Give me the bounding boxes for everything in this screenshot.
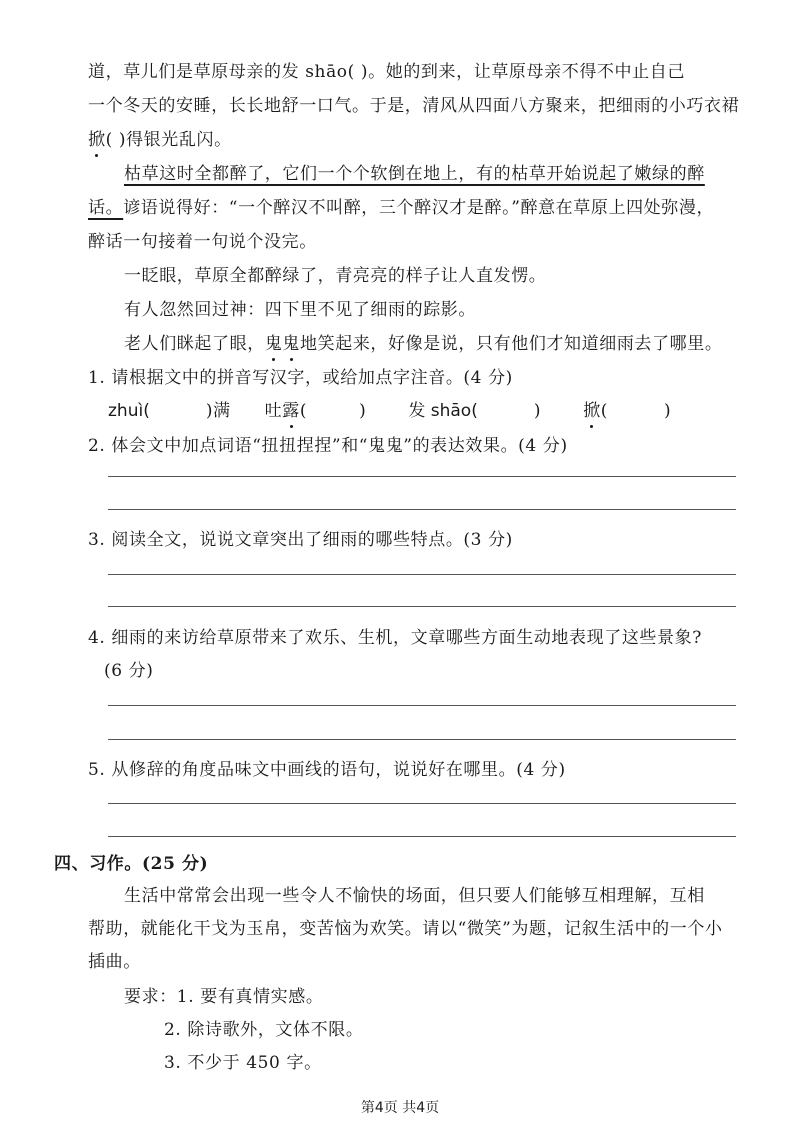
q1-item-zhui-open: zhuì( bbox=[108, 401, 150, 421]
passage-line-2: 一个冬天的安睡，长长地舒一口气。于是，清风从四面八方聚来，把细雨的小巧衣裙 bbox=[88, 96, 740, 116]
answer-line[interactable] bbox=[108, 739, 736, 740]
composition-line-3: 插曲。 bbox=[88, 952, 141, 972]
dotted-char: 鬼 bbox=[282, 334, 301, 354]
answer-line[interactable] bbox=[108, 574, 736, 575]
passage-line-9 bbox=[124, 332, 738, 356]
underlined-sentence-end: 话。 bbox=[88, 198, 124, 218]
q1-item-tulu: 吐 bbox=[264, 401, 283, 421]
dotted-char: 鬼 bbox=[264, 334, 283, 354]
passage-text: 谚语说得好：“一个醉汉不叫醉，三个醉汉才是醉。”醉意在草原上四处弥漫， bbox=[123, 198, 715, 218]
section-4-heading: 四、习作。(25 分) bbox=[54, 854, 209, 874]
question-1: 1. 请根据文中的拼音写汉字，或给加点字注音。(4 分) bbox=[88, 368, 513, 388]
answer-line[interactable] bbox=[108, 803, 736, 804]
answer-line[interactable] bbox=[108, 836, 736, 837]
underlined-sentence: 枯草这时全都醉了，它们一个个软倒在地上，有的枯草开始说起了嫩绿的醉 bbox=[124, 164, 705, 184]
answer-line[interactable] bbox=[108, 606, 736, 607]
question-4: 4. 细雨的来访给草原带来了欢乐、生机，文章哪些方面生动地表现了这些景象? bbox=[88, 628, 702, 648]
q1-item-zhui-close: )满 bbox=[205, 401, 231, 421]
requirement-2: 2. 除诗歌外，文体不限。 bbox=[164, 1020, 364, 1040]
q1-item-xian-open: ( bbox=[600, 401, 608, 421]
answer-line[interactable] bbox=[108, 509, 736, 510]
question-1-items bbox=[108, 399, 758, 423]
dotted-char: 掀 bbox=[583, 401, 601, 421]
q1-item-shao-open: 发 shāo( bbox=[408, 401, 478, 421]
question-2: 2. 体会文中加点词语“扭扭捏捏”和“鬼鬼”的表达效果。(4 分) bbox=[88, 436, 568, 456]
passage-line-7: 一眨眼，草原全都醉绿了，青亮亮的样子让人直发愣。 bbox=[124, 266, 547, 286]
page-number: 第4页 共4页 bbox=[360, 1100, 440, 1116]
passage-line-1: 道，草儿们是草原母亲的发 shāo( )。她的到来，让草原母亲不得不中止自己 bbox=[88, 62, 685, 82]
passage-line-8: 有人忽然回过神：四下里不见了细雨的踪影。 bbox=[124, 300, 476, 320]
answer-line[interactable] bbox=[108, 705, 736, 706]
passage-text: 地笑起来，好像是说，只有他们才知道细雨去了哪里。 bbox=[300, 334, 723, 354]
passage-text: 老人们眯起了眼， bbox=[124, 334, 265, 354]
q1-item-shao-close: ) bbox=[533, 401, 542, 421]
question-5: 5. 从修辞的角度品味文中画线的语句，说说好在哪里。(4 分) bbox=[88, 760, 566, 780]
requirement-3: 3. 不少于 450 字。 bbox=[164, 1053, 322, 1073]
q1-item-tulu-open: ( bbox=[299, 401, 308, 421]
passage-text: ( )得银光乱闪。 bbox=[105, 130, 232, 150]
q1-item-tulu-close: ) bbox=[359, 401, 367, 421]
passage-line-4 bbox=[124, 162, 738, 186]
requirement-intro: 要求：1. 要有真情实感。 bbox=[124, 987, 324, 1007]
dotted-char: 露 bbox=[282, 401, 300, 421]
question-4-score: (6 分) bbox=[104, 661, 154, 681]
q1-item-xian-close: ) bbox=[663, 401, 672, 421]
passage-line-5 bbox=[88, 196, 738, 220]
passage-line-3 bbox=[88, 128, 738, 152]
answer-line[interactable] bbox=[108, 476, 736, 477]
composition-line-2: 帮助，就能化干戈为玉帛，变苦恼为欢笑。请以“微笑”为题，记叙生活中的一个小 bbox=[88, 919, 723, 939]
dotted-char: 掀 bbox=[88, 130, 106, 150]
question-3: 3. 阅读全文，说说文章突出了细雨的哪些特点。(3 分) bbox=[88, 530, 513, 550]
passage-line-6: 醉话一句接着一句说个没完。 bbox=[88, 232, 317, 252]
composition-line-1: 生活中常常会出现一些令人不愉快的场面，但只要人们能够互相理解，互相 bbox=[124, 886, 705, 906]
